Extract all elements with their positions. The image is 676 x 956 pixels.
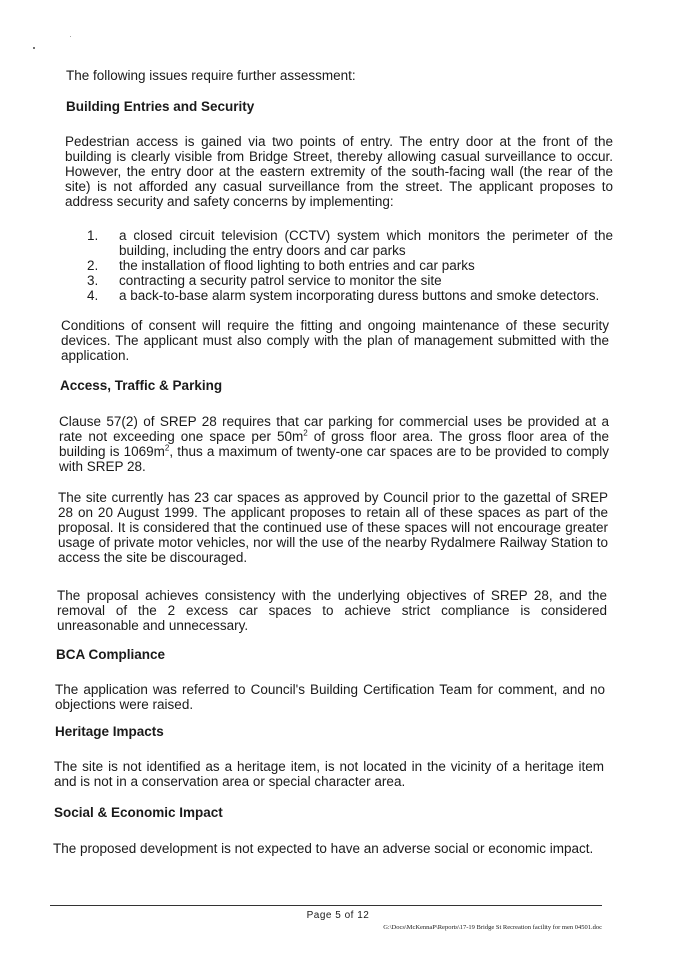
intro-text: The following issues require further assessment:	[66, 68, 356, 83]
security-conditions-paragraph: Conditions of consent will require the fitting and ongoing maintenance of these security devices. The applicant must also comply with the plan of management submitted with the application.	[61, 318, 609, 363]
parking-paragraph-2: The site currently has 23 car spaces as approved by Council prior to the gazettal of SREP 28 on 20 August 1999. The applicant proposes to retain all of these spaces as part of the proposal. It is considered that the continued use of these spaces will not encourage greater usage of private motor vehicles, nor will the use of the nearby Rydalmere Railway Station to access the site be discouraged.	[58, 490, 608, 565]
list-item	[87, 228, 613, 258]
list-number: 4.	[87, 288, 99, 303]
security-measures-list	[87, 228, 613, 303]
list-item	[87, 258, 613, 273]
bca-paragraph: The application was referred to Council's Building Certification Team for comment, and no objections were raised.	[55, 682, 605, 712]
list-item-text: the installation of flood lighting to both entries and car parks	[119, 258, 475, 273]
list-number: 1.	[87, 228, 99, 243]
list-number: 2.	[87, 258, 99, 273]
superscript-squared: 2	[303, 428, 308, 438]
section-heading-security: Building Entries and Security	[66, 99, 255, 114]
list-item	[87, 273, 613, 288]
section-heading-social: Social & Economic Impact	[54, 805, 223, 820]
scan-speck	[33, 47, 35, 49]
section-heading-parking: Access, Traffic & Parking	[60, 378, 223, 393]
parking-text-c: , thus a maximum of twenty-one car spaces are to be provided to comply with SREP 28.	[59, 444, 609, 474]
parking-paragraph-3: The proposal achieves consistency with the underlying objectives of SREP 28, and the removal of the 2 excess car spaces to achieve strict compliance is considered unreasonable and unnecessary.	[57, 588, 607, 633]
list-item	[87, 288, 613, 303]
page-number: Page 5 of 12	[306, 910, 370, 921]
parking-text-b: of gross floor area. The gross floor area of the building is 1069m	[59, 429, 609, 459]
section-heading-bca: BCA Compliance	[56, 647, 166, 662]
heritage-paragraph: The site is not identified as a heritage item, is not located in the vicinity of a heritage item and is not in a conservation area or special character area.	[54, 759, 604, 789]
list-item-text: a closed circuit television (CCTV) system which monitors the perimeter of the building, including the entry doors and car parks	[119, 228, 613, 258]
list-number: 3.	[87, 273, 99, 288]
list-item-text: a back-to-base alarm system incorporating duress buttons and smoke detectors.	[119, 288, 600, 303]
parking-paragraph-1	[59, 414, 609, 474]
parking-text-a: Clause 57(2) of SREP 28 requires that car parking for commercial uses be provided at a rate not exceeding one space per 50m	[59, 414, 609, 444]
section-heading-heritage: Heritage Impacts	[55, 724, 164, 739]
superscript-squared: 2	[164, 443, 170, 453]
footer-rule	[50, 905, 602, 906]
scan-speck	[70, 36, 71, 37]
security-paragraph: Pedestrian access is gained via two points of entry. The entry door at the front of the building is clearly visible from Bridge Street, thereby allowing casual surveillance to occur. However, the entry door at the eastern extremity of the south-facing wall (the rear of the site) is not afforded any casual surveillance from the street. The applicant proposes to address security and safety concerns by implementing:	[65, 134, 613, 209]
file-path: G:\Docs\McKennaP\Reports\17-19 Bridge St Recreation facility for men 04501.doc	[383, 924, 602, 931]
list-item-text: contracting a security patrol service to monitor the site	[119, 273, 442, 288]
social-paragraph: The proposed development is not expected to have an adverse social or economic impact.	[53, 841, 594, 856]
